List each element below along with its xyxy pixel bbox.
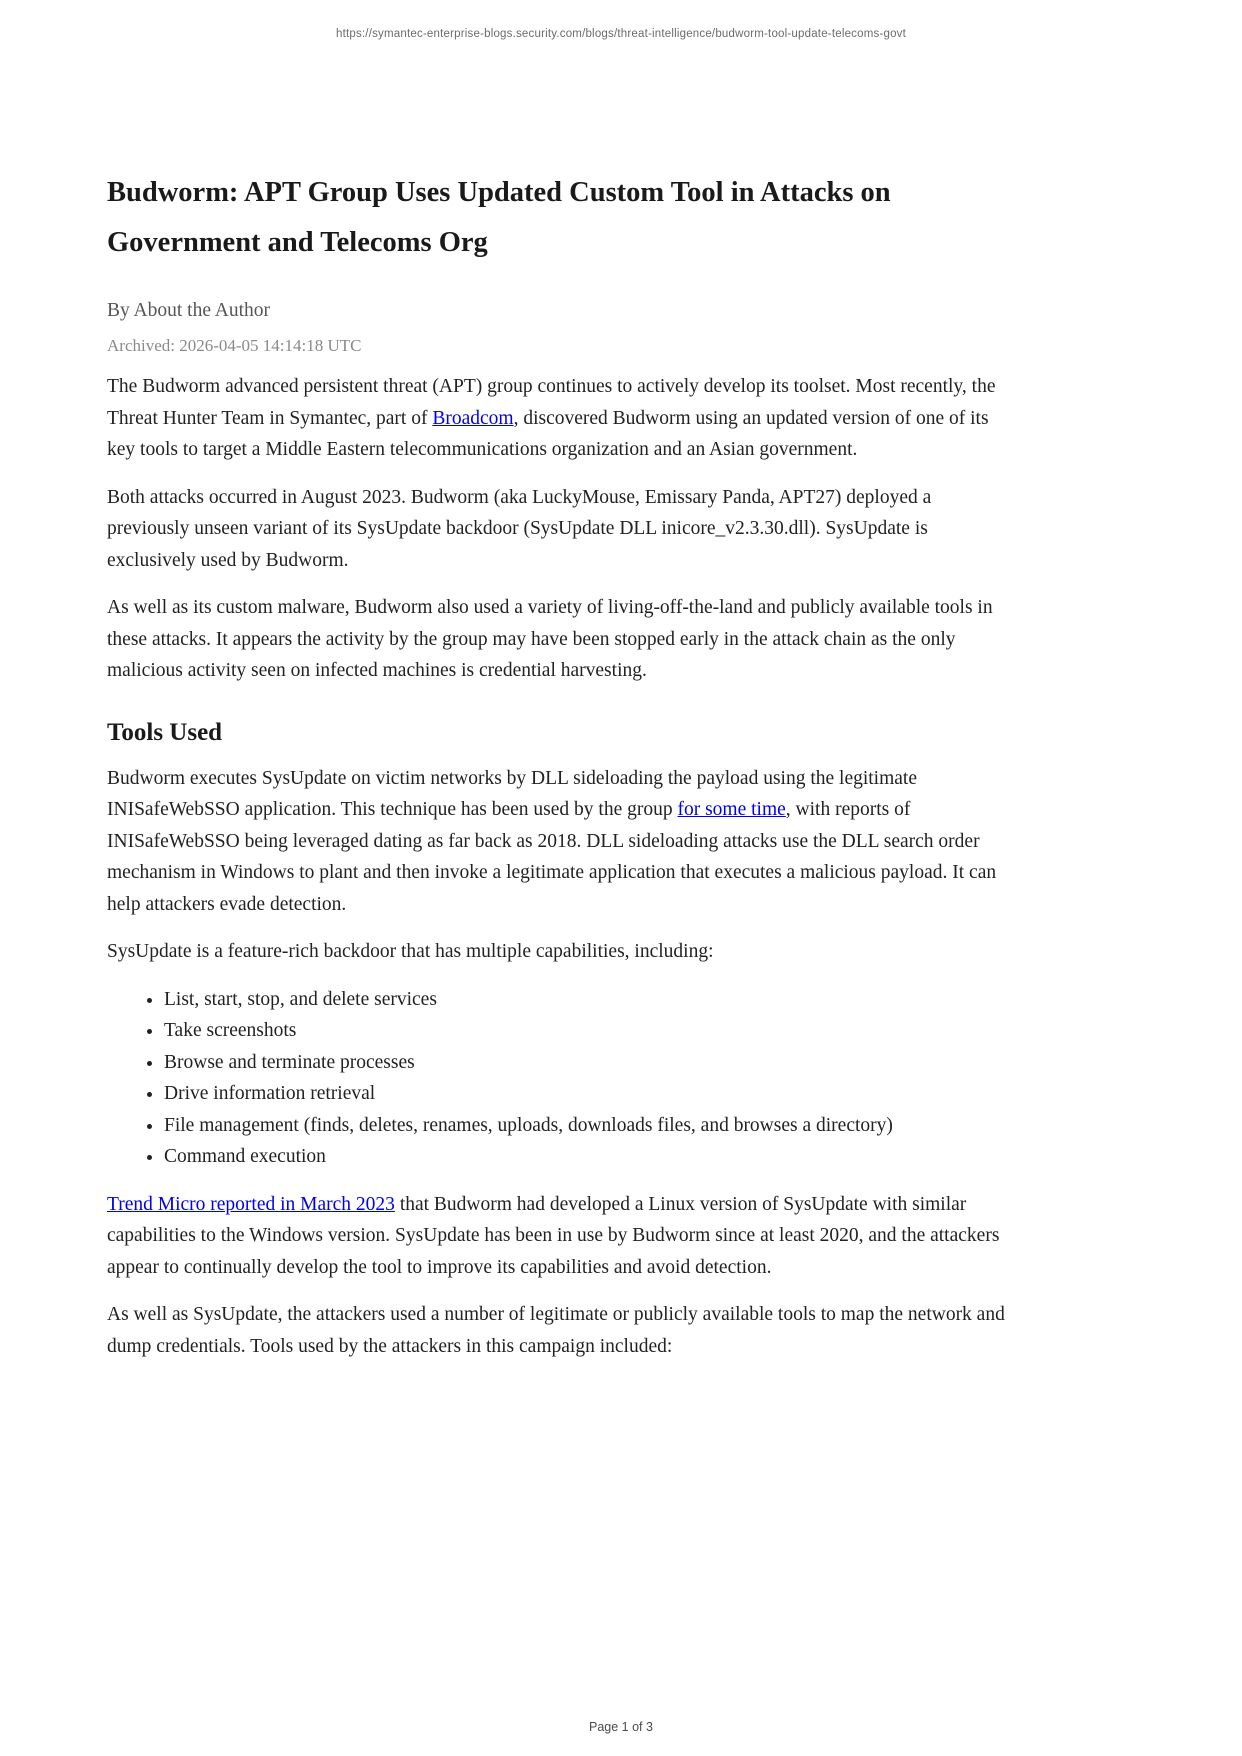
source-url: https://symantec-enterprise-blogs.security.com/blogs/threat-intelligence/budworm-tool-update-telecoms-govt bbox=[335, 28, 907, 40]
p4-text-post: , with reports of INISafeWebSSO being leveraged dating as far back as 2018. DLL sideloading attacks use the DLL search order mechanism in Windows to plant and then invoke a legitimate application that executes a malicious payload. It can help attackers evade detection. bbox=[107, 799, 997, 915]
page-number: Page 1 of 3 bbox=[589, 1720, 653, 1734]
article-body bbox=[107, 168, 1007, 1362]
capability-list bbox=[107, 984, 1007, 1173]
page-title: Budworm: APT Group Uses Updated Custom Tool in Attacks on Government and Telecoms Org bbox=[107, 177, 891, 258]
list-item: • Command execution bbox=[164, 1141, 1007, 1173]
list-item: • Take screenshots bbox=[164, 1015, 1007, 1047]
section-heading-tools-used: Tools Used bbox=[107, 718, 223, 746]
trend-micro-link[interactable]: Trend Micro reported in March 2023 bbox=[107, 1193, 395, 1215]
paragraph-capabilities-intro: SysUpdate is a feature-rich backdoor that has multiple capabilities, including: bbox=[107, 941, 714, 962]
p1-text-pre: The Budworm advanced persistent threat (APT) group continues to actively develop its toolset. Most recently, the Threat Hunter Team in Symantec, part of bbox=[107, 376, 996, 429]
paragraph-attacks: Both attacks occurred in August 2023. Budworm (aka LuckyMouse, Emissary Panda, APT27) deployed a previously unseen variant of its SysUpdate backdoor (SysUpdate DLL inicore_v2.3.30.dll). SysUpdate is exclusively used by Budworm. bbox=[107, 486, 932, 571]
p6-text-post: that Budworm had developed a Linux version of SysUpdate with similar capabilities to the Windows version. SysUpdate has been in use by Budworm since at least 2020, and the attackers appear to continually develop the tool to improve its capabilities and avoid detection. bbox=[107, 1193, 1000, 1278]
p1-text-post: , discovered Budworm using an updated version of one of its key tools to target a Middle Eastern telecommunications organization and an Asian government. bbox=[107, 407, 989, 460]
byline: By About the Author bbox=[107, 300, 271, 321]
paragraph-trend-micro bbox=[107, 1189, 1007, 1284]
p4-text-pre: Budworm executes SysUpdate on victim networks by DLL sideloading the payload using the legitimate INISafeWebSSO application. This technique has been used by the group bbox=[107, 767, 917, 820]
list-item: • File management (finds, deletes, renames, uploads, downloads files, and browses a directory) bbox=[164, 1110, 1007, 1142]
paragraph-malware: As well as its custom malware, Budworm also used a variety of living-off-the-land and publicly available tools in these attacks. It appears the activity by the group may have been stopped early in the attack chain as the only malicious activity seen on infected machines is credential harvesting. bbox=[107, 597, 993, 681]
list-item: • Drive information retrieval bbox=[164, 1078, 1007, 1110]
paragraph-other-tools: As well as SysUpdate, the attackers used a number of legitimate or publicly available tools to map the network and dump credentials. Tools used by the attackers in this campaign included: bbox=[107, 1304, 1005, 1357]
list-item: • Browse and terminate processes bbox=[164, 1047, 1007, 1079]
for-some-time-link[interactable]: for some time bbox=[677, 799, 786, 820]
broadcom-link[interactable]: Broadcom bbox=[432, 407, 514, 429]
list-item: • List, start, stop, and delete services bbox=[164, 984, 1007, 1016]
paragraph-sideloading bbox=[107, 763, 1007, 921]
archived-timestamp: Archived: 2026-04-05 14:14:18 UTC bbox=[107, 336, 362, 355]
paragraph-intro bbox=[107, 371, 1007, 466]
